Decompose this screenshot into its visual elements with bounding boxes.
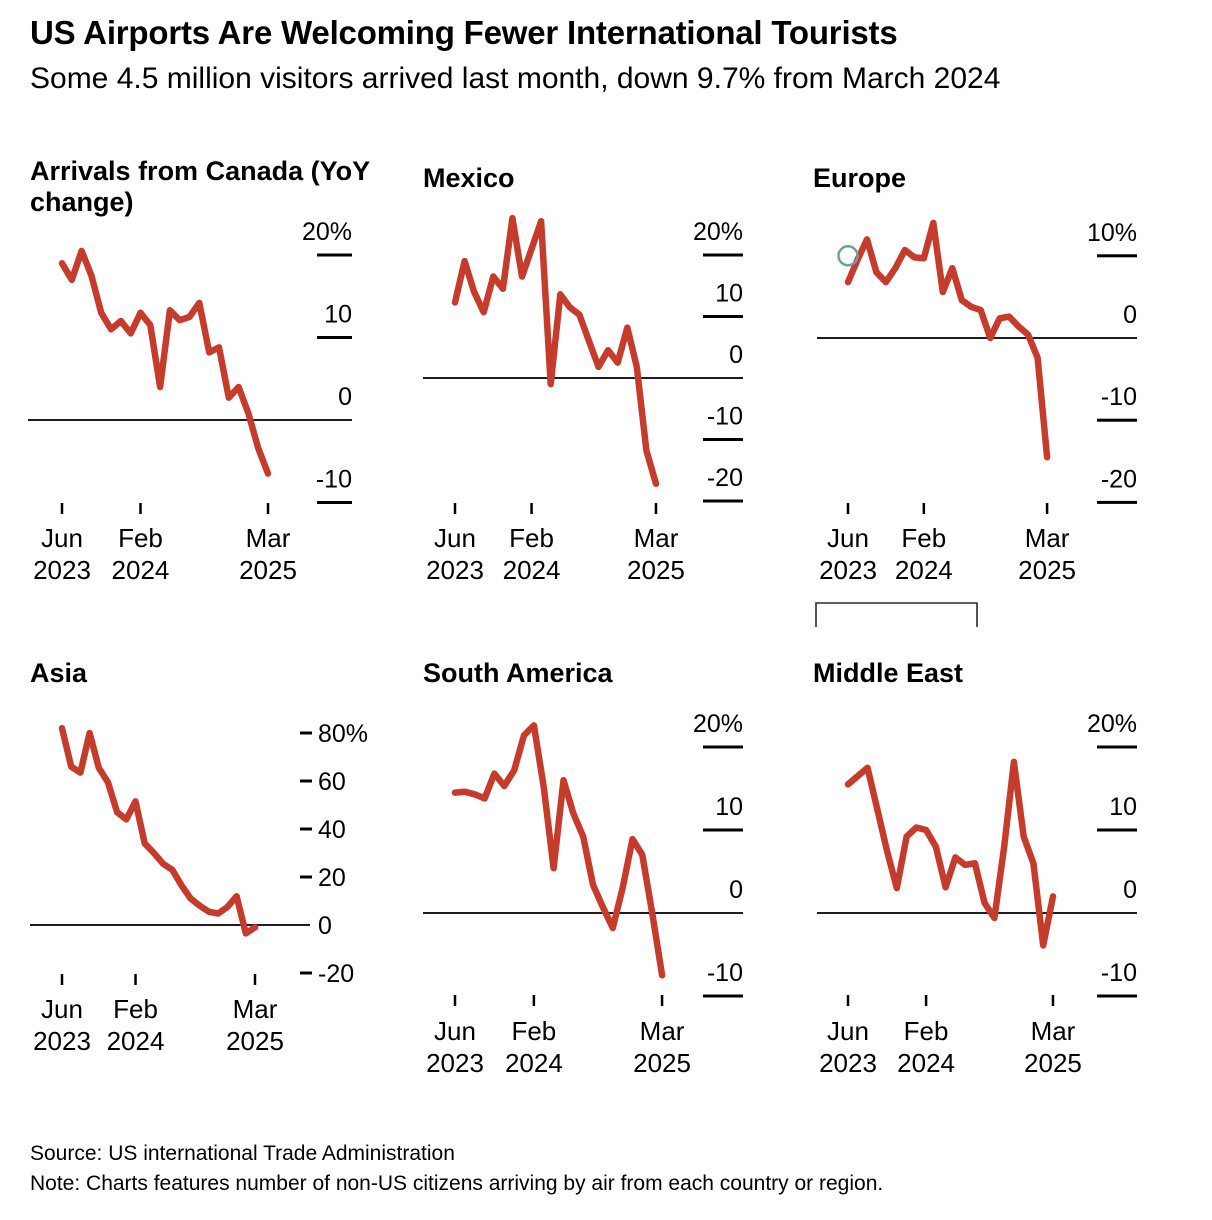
x-tick-mark — [454, 503, 457, 514]
y-tick-dash — [300, 780, 312, 783]
annotation-circle — [839, 246, 858, 265]
chart-europe — [816, 219, 1137, 627]
x-tick-label-year: 2024 — [894, 555, 953, 585]
x-tick-label-month: Mar — [1030, 1016, 1076, 1046]
x-tick-mark — [925, 995, 928, 1006]
y-tick-label: 10 — [324, 300, 352, 329]
x-tick-label-year: 2025 — [633, 1048, 691, 1078]
x-tick-label-month: Jun — [41, 523, 83, 553]
x-tick-mark — [923, 503, 926, 514]
x-tick-label-month: Mar — [633, 523, 679, 553]
y-tick-dash — [300, 972, 312, 975]
y-tick-dash — [703, 829, 743, 832]
series-line-mexico — [455, 218, 656, 484]
y-tick-dash — [317, 336, 352, 339]
y-tick-dash — [1097, 254, 1137, 257]
chart-title-mexico: Mexico — [423, 163, 515, 193]
x-tick-label-year: 2023 — [819, 555, 877, 585]
y-tick-label: -20 — [1100, 465, 1137, 494]
y-tick-label: 40 — [318, 816, 346, 844]
y-tick-label: -10 — [315, 465, 352, 494]
x-tick-label-month: Mar — [1024, 523, 1070, 553]
x-tick-label-month: Mar — [639, 1016, 685, 1046]
y-tick-label: 0 — [338, 383, 352, 411]
x-tick-label-year: 2023 — [819, 1048, 877, 1078]
y-tick-dash — [703, 254, 743, 257]
y-tick-label: 20% — [301, 218, 352, 246]
x-tick-label-month: Jun — [827, 1016, 869, 1046]
series-line-south-america — [455, 725, 662, 975]
x-tick-label-month: Jun — [827, 523, 869, 553]
y-tick-dash — [300, 828, 312, 831]
x-tick-label-year: 2023 — [33, 1026, 91, 1056]
x-tick-mark — [134, 974, 137, 985]
y-tick-label: -10 — [706, 402, 743, 431]
y-tick-label: 10 — [1109, 793, 1137, 821]
chart-canada — [28, 218, 352, 585]
x-tick-label-year: 2024 — [111, 555, 170, 585]
x-tick-mark — [1052, 995, 1055, 1006]
x-tick-label-month: Feb — [509, 523, 554, 553]
chart-asia — [30, 720, 368, 1056]
x-tick-label-month: Mar — [245, 523, 291, 553]
x-tick-label-month: Jun — [434, 523, 476, 553]
x-tick-mark — [847, 995, 850, 1006]
y-tick-label: 0 — [729, 341, 743, 369]
x-tick-mark — [847, 503, 850, 514]
y-tick-label: 0 — [729, 876, 743, 904]
x-tick-mark — [661, 995, 664, 1006]
y-tick-label: 20 — [318, 864, 346, 892]
y-tick-dash — [1097, 419, 1137, 422]
y-tick-label: 20% — [692, 710, 743, 738]
x-tick-mark — [139, 503, 142, 514]
x-tick-label-year: 2024 — [502, 555, 561, 585]
x-tick-label-month: Feb — [118, 523, 163, 553]
x-tick-mark — [267, 503, 270, 514]
x-tick-mark — [61, 503, 64, 514]
y-tick-label: -10 — [1100, 383, 1137, 412]
methodology-note: Note: Charts features number of non-US citizens arriving by air from each country or region. — [30, 1172, 884, 1195]
x-tick-mark — [530, 503, 533, 514]
x-tick-label-year: 2025 — [239, 555, 297, 585]
series-line-middle-east — [848, 762, 1053, 946]
x-tick-label-year: 2023 — [426, 1048, 484, 1078]
y-tick-dash — [1097, 746, 1137, 749]
series-line-canada — [62, 251, 268, 474]
chart-title-middle-east: Middle East — [813, 658, 964, 688]
y-tick-label: 10% — [1086, 218, 1137, 247]
y-tick-dash — [703, 746, 743, 749]
y-tick-label: 0 — [1123, 301, 1137, 329]
chart-title-canada: Arrivals from Canada (YoY change) — [30, 156, 370, 217]
y-tick-dash — [317, 254, 352, 257]
y-tick-dash — [300, 876, 312, 879]
x-tick-label-year: 2024 — [106, 1026, 165, 1056]
x-tick-label-year: 2025 — [627, 555, 685, 585]
y-tick-label: -10 — [1100, 959, 1137, 987]
y-tick-label: 10 — [715, 793, 743, 821]
x-tick-mark — [254, 974, 256, 985]
source-note: Source: US international Trade Administration — [30, 1142, 455, 1165]
y-tick-dash — [1097, 501, 1137, 504]
chart-south-america — [423, 710, 743, 1078]
x-tick-label-year: 2023 — [33, 555, 91, 585]
series-line-europe — [848, 223, 1047, 457]
x-tick-label-month: Feb — [511, 1016, 557, 1046]
chart-title-europe: Europe — [813, 163, 907, 193]
chart-title-asia: Asia — [30, 658, 88, 688]
chart-mexico — [423, 218, 743, 585]
x-tick-label-year: 2025 — [1024, 1048, 1082, 1078]
x-tick-label-year: 2025 — [1018, 555, 1077, 585]
x-tick-label-year: 2024 — [897, 1048, 956, 1078]
y-tick-label: -20 — [318, 960, 355, 988]
x-tick-mark — [61, 974, 64, 985]
x-tick-label-month: Mar — [232, 994, 278, 1024]
x-tick-label-year: 2025 — [226, 1026, 284, 1056]
x-tick-label-year: 2024 — [504, 1048, 563, 1078]
y-tick-label: 0 — [318, 912, 332, 940]
y-tick-label: 20% — [1086, 710, 1137, 738]
y-tick-label: 0 — [1123, 876, 1137, 904]
x-tick-label-month: Feb — [113, 994, 158, 1024]
axis-range-bracket — [816, 603, 977, 627]
x-tick-label-month: Feb — [901, 523, 947, 553]
y-tick-dash — [703, 500, 743, 503]
x-tick-mark — [1046, 503, 1049, 514]
series-line-asia — [62, 728, 255, 933]
x-tick-mark — [655, 503, 658, 514]
x-tick-label-month: Jun — [41, 994, 83, 1024]
y-tick-dash — [703, 438, 743, 441]
y-tick-dash — [317, 501, 352, 504]
y-tick-dash — [703, 315, 743, 318]
y-tick-label: 60 — [318, 768, 346, 796]
y-tick-label: -10 — [706, 959, 743, 987]
y-tick-label: 10 — [715, 279, 743, 308]
x-tick-label-year: 2023 — [426, 555, 484, 585]
x-tick-mark — [533, 995, 536, 1006]
x-tick-mark — [454, 995, 457, 1006]
y-tick-dash — [1097, 995, 1137, 998]
x-tick-label-month: Jun — [434, 1016, 476, 1046]
page-subtitle: Some 4.5 million visitors arrived last month, down 9.7% from March 2024 — [30, 62, 1001, 95]
y-tick-dash — [1097, 829, 1137, 832]
y-tick-dash — [703, 995, 743, 998]
chart-middle-east — [817, 710, 1137, 1078]
y-tick-label: 20% — [692, 218, 743, 246]
y-tick-label: 80% — [318, 720, 369, 748]
y-tick-label: -20 — [706, 464, 743, 492]
page-title: US Airports Are Welcoming Fewer International Tourists — [30, 14, 898, 51]
chart-title-south-america: South America — [423, 658, 613, 688]
footer — [30, 1139, 1180, 1199]
y-tick-dash — [300, 732, 312, 735]
x-tick-label-month: Feb — [903, 1016, 949, 1046]
